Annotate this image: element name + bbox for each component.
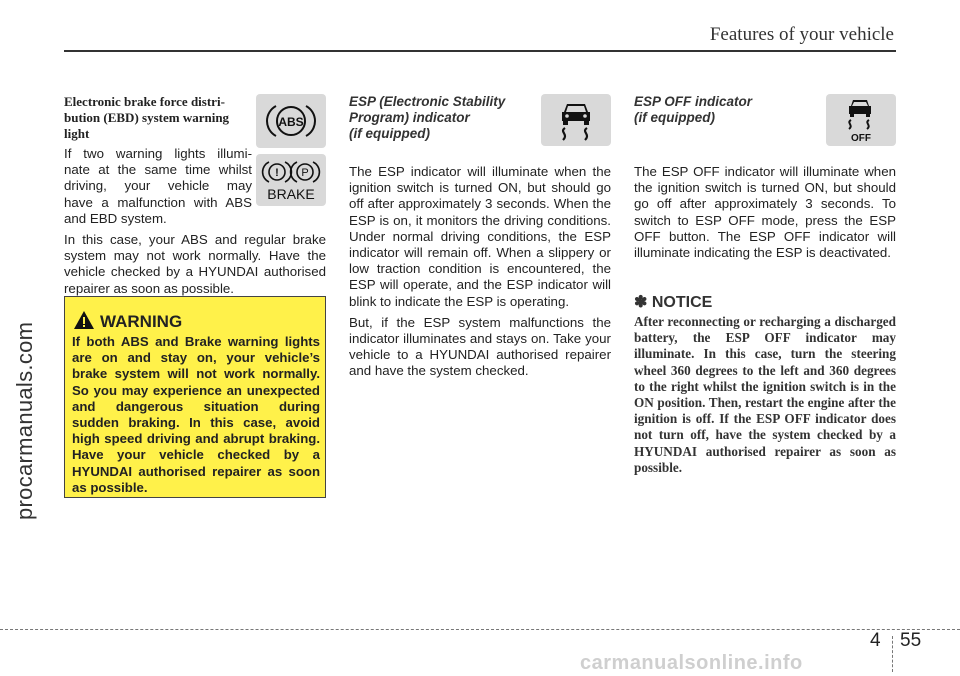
page-number-divider bbox=[892, 636, 893, 672]
esp-icon-graphic bbox=[541, 94, 611, 146]
side-watermark: procarmanuals.com bbox=[12, 321, 37, 520]
ebd-para2: In this case, your ABS and regular brake system may not work normally. Have the vehicle checked by a HYUNDAI authorised repairer as soon as possible. bbox=[64, 232, 326, 296]
ebd-heading-line: bution (EBD) system warning bbox=[64, 110, 230, 125]
notice-title: ✽ NOTICE bbox=[634, 294, 713, 311]
brake-parking-symbol: P bbox=[301, 167, 309, 179]
page-number: 55 bbox=[900, 630, 922, 651]
warning-triangle-icon bbox=[72, 309, 96, 331]
esp-indicator-icon bbox=[541, 94, 611, 146]
esp-off-heading-line: (if equipped) bbox=[634, 110, 715, 125]
ebd-para1-line: have a malfunction with ABS bbox=[64, 194, 252, 210]
running-header-title: Features of your vehicle bbox=[709, 24, 894, 45]
ebd-para1-line: and EBD system. bbox=[64, 210, 167, 226]
warning-text: If both ABS and Brake warning lights are on and stay on, your vehicle’s brake system will not work normally. So you may experience an unexpected and dangerous situation during sudden braking. In this case, avoid high speed driving and abrupt braking. Have your vehicle checked by a HYUNDAI authorised repairer as soon as possible. bbox=[72, 334, 320, 495]
esp-para1: The ESP indicator will illuminate when the ignition switch is turned ON, but should go off after approximately 3 seconds. When the ESP is on, it monitors the driving conditions. Under normal driving conditions, the ESP indicator will remain off. When a slippery or low traction condition is encountered, the ESP will operate, and the ESP indicator will blink to indicate the ESP is operating. bbox=[349, 164, 611, 309]
brake-warning-icon bbox=[256, 154, 326, 206]
esp-heading-line: ESP (Electronic Stability bbox=[349, 94, 506, 109]
esp-off-indicator-icon bbox=[826, 94, 896, 146]
brake-exclaim-symbol: ! bbox=[275, 167, 279, 179]
esp-heading-line: Program) indicator bbox=[349, 110, 470, 125]
ebd-heading-line: light bbox=[64, 126, 90, 141]
abs-icon-label: ABS bbox=[278, 115, 304, 129]
bottom-watermark: carmanualsonline.info bbox=[580, 652, 803, 674]
header-rule bbox=[64, 50, 896, 52]
abs-icon-graphic bbox=[256, 94, 326, 148]
brake-icon-label: BRAKE bbox=[267, 186, 315, 202]
esp-para2: But, if the ESP system malfunctions the indicator illuminates and stays on. Take your vehicle to a HYUNDAI authorised repairer and have the system checked. bbox=[349, 314, 611, 379]
footer-rule bbox=[0, 629, 960, 630]
brake-icon-graphic bbox=[256, 154, 326, 206]
notice-text: After reconnecting or recharging a discharged battery, the ESP OFF indicator may illuminate. In this case, turn the steering wheel 360 degrees to the left and 360 degrees to the right whilst the ignition switch is in the ON position. Then, restart the engine after the ignition is off. If the ESP OFF indicator does not turn off, have the system checked by a HYUNDAI authorised repairer as soon as possible. bbox=[634, 314, 896, 475]
ebd-heading bbox=[64, 94, 254, 142]
ebd-heading-line: Electronic brake force distri- bbox=[64, 94, 225, 109]
esp-off-heading-line: ESP OFF indicator bbox=[634, 94, 753, 109]
ebd-para1 bbox=[64, 146, 252, 227]
esp-off-icon-graphic bbox=[826, 94, 896, 146]
esp-off-para1: The ESP OFF indicator will illuminate when the ignition switch is turned ON, but should go off after approximately 3 seconds. To switch to ESP OFF mode, press the ESP OFF button. The ESP OFF indicator will illuminate indicating the ESP is deactivated. bbox=[634, 164, 896, 261]
ebd-para1-line: nate at the same time whilst bbox=[64, 162, 252, 178]
abs-warning-icon bbox=[256, 94, 326, 148]
warning-title: WARNING bbox=[100, 312, 183, 331]
esp-off-icon-label: OFF bbox=[851, 133, 871, 144]
esp-heading-line: (if equipped) bbox=[349, 126, 430, 141]
chapter-number: 4 bbox=[870, 630, 881, 651]
ebd-para1-line: If two warning lights illumi- bbox=[64, 146, 252, 161]
ebd-para1-line: driving, your vehicle may bbox=[64, 178, 252, 194]
